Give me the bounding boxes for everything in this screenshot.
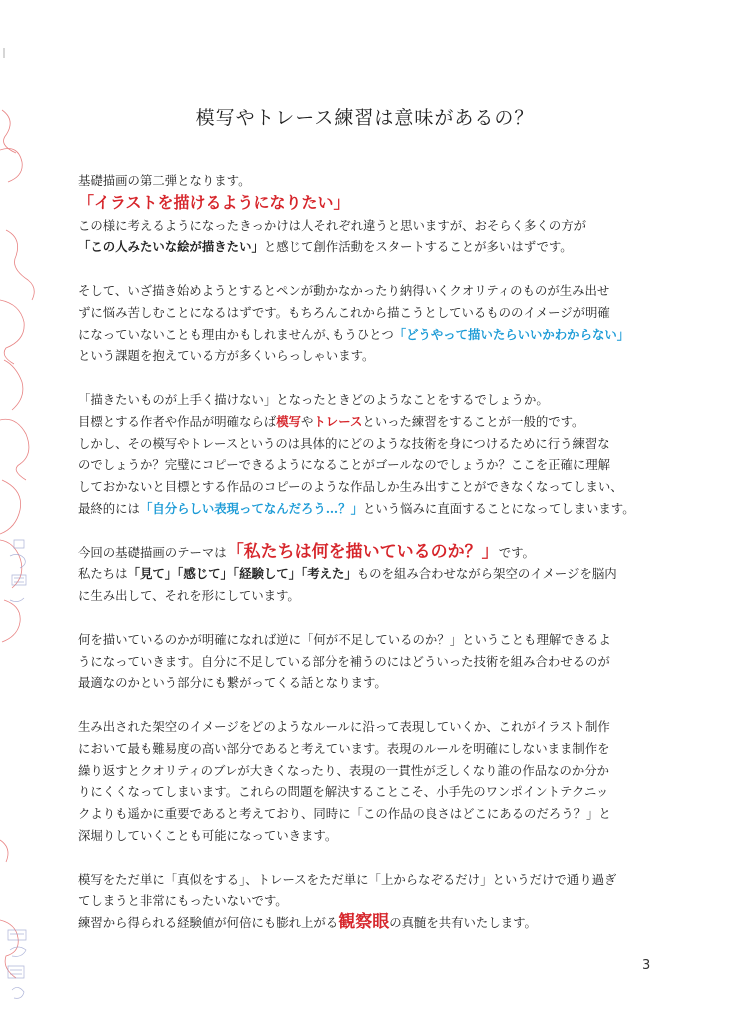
- red-highlight: 模写: [276, 413, 302, 429]
- margin-line-art: [0, 0, 40, 1024]
- red-highlight: 観察眼: [338, 912, 390, 933]
- bold-phrase: 「見て」「感じて」「経験して」「考えた」: [127, 566, 357, 582]
- paragraph-line: 最終的には「自分らしい表現ってなんだろう…？」という悩みに直面することになってしまいます。: [78, 500, 635, 516]
- paragraph-line: になっていないことも理由かもしれませんが､もうひとつ「どうやって描いたらいいかわからない」: [78, 326, 630, 342]
- theme-highlight: 「私たちは何を描いているのか？」: [226, 541, 499, 562]
- page-title: 模写やトレース練習は意味があるの？: [195, 107, 535, 129]
- paragraph-line: そして、いざ描き始めようとするとペンが動かなかったり納得いくクオリティのものが生み出せ: [78, 282, 610, 298]
- paragraph-line: 最適なのかという部分にも繋がってくる話となります。: [78, 675, 387, 691]
- paragraph-line: しておかないと目標とする作品のコピーのような作品しか生み出すことができなくなってしまい、: [78, 479, 623, 495]
- paragraph-line: 目標とする作者や作品が明確ならば模写やトレースといった練習をすることが一般的です。: [78, 413, 585, 429]
- paragraph-line: 「この人みたいな絵が描きたい」と感じて創作活動をスタートすることが多いはずです。: [78, 239, 573, 255]
- paragraph-line: 生み出された架空のイメージをどのようなルールに沿って表現していくか、これがイラスト制作: [78, 718, 610, 734]
- paragraph-line: この様に考えるようになったきっかけは人それぞれ違うと思いますが、おそらく多くの方が: [78, 217, 587, 233]
- paragraph-line: 「描きたいものが上手く描けない」となったときどのようなことをするでしょうか。: [78, 391, 549, 407]
- paragraph-line: 深堀りしていくことも可能になっていきます。: [78, 827, 338, 843]
- blue-highlight: 「自分らしい表現ってなんだろう…？」: [139, 500, 363, 516]
- article-body: [78, 170, 658, 934]
- heading-text: 「イラストを描けるようになりたい」: [78, 192, 350, 212]
- section-heading: [78, 192, 658, 215]
- bold-phrase: 「この人みたいな絵が描きたい」: [78, 239, 264, 255]
- paragraph-line: ずに悩み苦しむことになるはずです。もちろんこれから描こうとしているもののイメージが明確: [78, 304, 610, 320]
- paragraph-line: りにくくなってしまいます。これらの問題を解決することこそ、小手先のワンポイントテクニッ: [78, 784, 609, 800]
- paragraph-line: 模写をただ単に「真似をする」、トレースをただ単に「上からなぞるだけ」というだけで通り過ぎ: [78, 871, 617, 887]
- paragraph-line: 私たちは「見て」「感じて」「経験して」「考えた」ものを組み合わせながら架空のイメージを脳内: [78, 566, 617, 582]
- blue-highlight: 「どうやって描いたらいいかわからない」: [393, 326, 630, 342]
- paragraph-line: うになっていきます。自分に不足している部分を補うのにはどういった技術を組み合わせるのが: [78, 653, 610, 669]
- paragraph-line: てしまうと非常にもったいないです。: [78, 893, 288, 909]
- paragraph-line: 基礎描画の第二弾となります。: [78, 173, 251, 188]
- paragraph-line: しかし、その模写やトレースというのは具体的にどのような技術を身につけるために行う練習な: [78, 435, 610, 451]
- red-highlight: トレース: [313, 413, 363, 429]
- paragraph-line: という課題を抱えている方が多くいらっしゃいます。: [78, 348, 375, 364]
- paragraph-line: クよりも遥かに重要であると考えており、同時に「この作品の良さはどこにあるのだろう？」と: [78, 806, 611, 822]
- paragraph-line: に生み出して、それを形にしています。: [78, 588, 300, 604]
- paragraph-line: 繰り返すとクオリティのブレが大きくなったり、表現の一貫性が乏しくなり誰の作品なのか分か: [78, 762, 610, 778]
- paragraph-line: のでしょうか？完璧にコピーできるようになることがゴールなのでしょうか？ここを正確に理解: [78, 457, 611, 473]
- paragraph-line: において最も難易度の高い部分であると考えています。表現のルールを明確にしないまま制作を: [78, 740, 610, 756]
- paragraph-line: 今回の基礎描画のテーマは「私たちは何を描いているのか？」です。: [78, 541, 535, 562]
- paragraph-line: 何を描いているのかが明確になれば逆に「何が不足しているのか？」ということも理解できるよ: [78, 631, 611, 647]
- paragraph-line: 練習から得られる経験値が何倍にも膨れ上がる観察眼の真髄を共有いたします。: [78, 912, 537, 933]
- page-number: 3: [642, 958, 651, 973]
